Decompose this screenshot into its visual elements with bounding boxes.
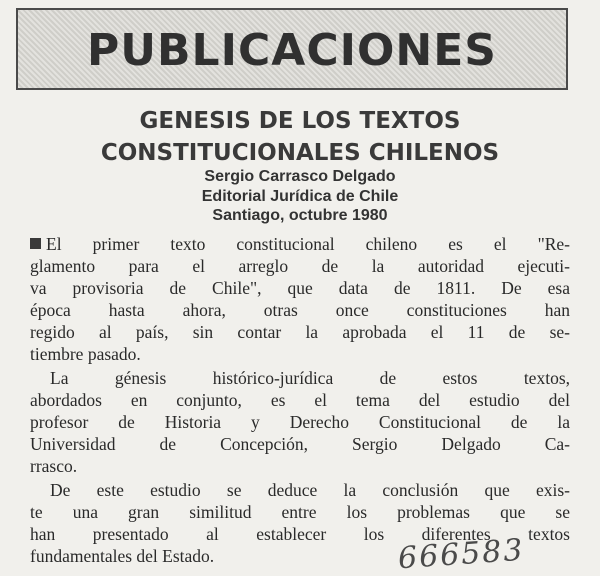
body-line: rrasco.	[30, 456, 78, 476]
body-line: El primer texto constitucional chileno es el "Re-	[46, 234, 570, 254]
body-line: han presentado al establecer los diferentes textos	[30, 524, 570, 544]
body-line: tiembre pasado.	[30, 344, 141, 364]
body-line: regido al país, sin contar la aprobada el 11 de se-	[30, 322, 570, 342]
article-author: Sergio Carrasco Delgado	[204, 168, 396, 185]
body-line: abordados en conjunto, es el tema del estudio del	[30, 390, 570, 410]
article-headline-line-2: CONSTITUCIONALES CHILENOS	[100, 140, 500, 166]
article-place-date: Santiago, octubre 1980	[212, 207, 388, 224]
handwritten-archive-number: 666583	[396, 532, 526, 576]
body-line: Universidad de Concepción, Sergio Delgado Ca-	[30, 434, 570, 454]
body-line: fundamentales del Estado.	[30, 546, 215, 566]
body-line: De este estudio se deduce la conclusión que exis-	[50, 480, 570, 500]
body-line: profesor de Historia y Derecho Constitucional de la	[30, 412, 570, 432]
body-line: La génesis histórico-jurídica de estos textos,	[50, 368, 570, 388]
section-banner	[16, 8, 568, 90]
paragraph-bullet-icon	[30, 238, 41, 249]
section-title: PUBLICACIONES	[87, 25, 497, 76]
article-publisher: Editorial Jurídica de Chile	[201, 188, 399, 205]
body-line: te una gran similitud entre los problemas que se	[30, 502, 570, 522]
body-line: época hasta ahora, otras once constituciones han	[30, 300, 570, 320]
article-headline-line-1: GENESIS DE LOS TEXTOS	[139, 108, 461, 134]
body-line: va provisoria de Chile", que data de 1811. De esa	[30, 278, 570, 298]
body-line: glamento para el arreglo de la autoridad ejecuti-	[30, 256, 570, 276]
